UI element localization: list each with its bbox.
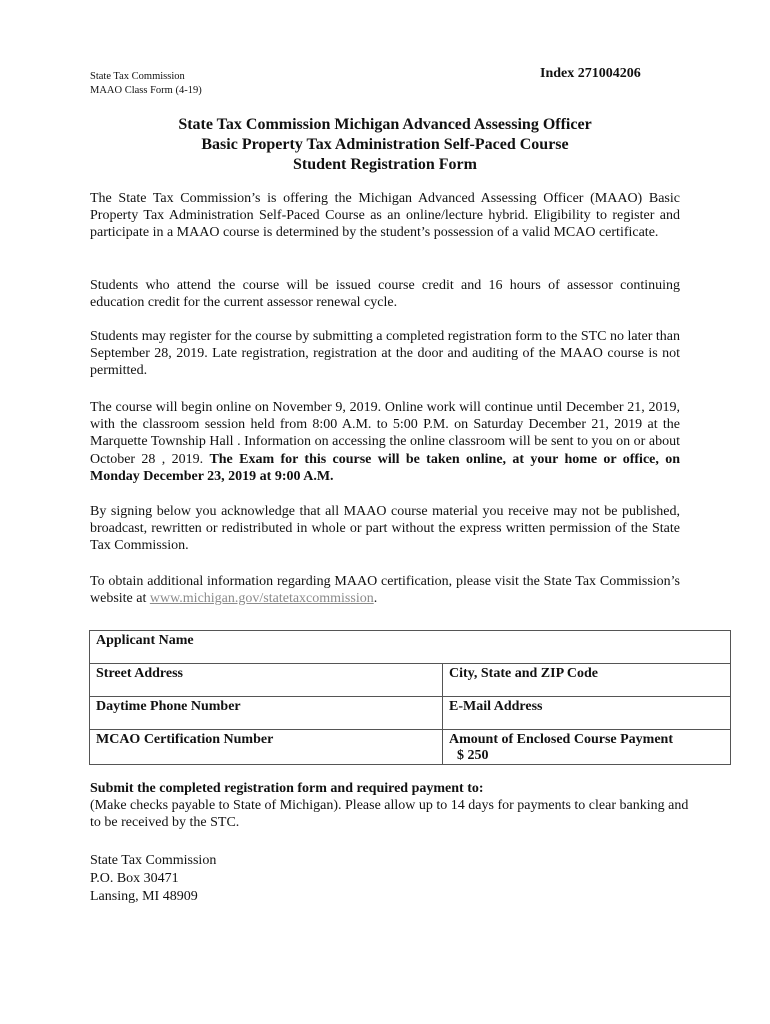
document-title <box>90 115 680 175</box>
paragraph-registration-text: Students may register for the course by submitting a completed registration form to the STC no later than September 28, 2019. Late registration, registration at the door and auditing of the MAAO course is not permitted. <box>90 329 680 379</box>
form-row-contact <box>90 697 731 730</box>
form-row-address <box>90 664 731 697</box>
info-text: To obtain additional information regarding MAAO certification, please visit the State Tax Commission’s website at <box>90 574 680 607</box>
info-text-end: . <box>373 591 378 607</box>
address-line-3: Lansing, MI 48909 <box>90 889 198 904</box>
mcao-number-field[interactable] <box>90 730 443 765</box>
form-row-certification <box>90 730 731 765</box>
registration-form-table <box>89 630 731 765</box>
applicant-name-label: Applicant Name <box>96 633 194 648</box>
schedule-text: The course will begin online on November 9, 2019. Online work will continue until December 21, 2019, with the classroom session held from 8:00 A.M. to 5:00 P.M. on Saturday December 21, 2019 at the Marquette Township Hall . Information on accessing the online classroom will be sent to you on or about October 28 , 2019. <box>90 400 680 467</box>
paragraph-credit <box>90 277 680 311</box>
street-address-label: Street Address <box>96 666 183 681</box>
website-link[interactable]: www.michigan.gov/statetaxcommission <box>149 591 374 607</box>
applicant-name-field[interactable] <box>90 631 731 664</box>
title-line-1: State Tax Commission Michigan Advanced Assessing Officer <box>178 116 592 133</box>
paragraph-schedule-text <box>90 399 680 485</box>
header-index: Index 271004206 <box>540 66 641 81</box>
header-org: State Tax Commission <box>90 71 185 82</box>
payment-amount-label: Amount of Enclosed Course Payment <box>449 732 673 747</box>
street-address-field[interactable] <box>90 664 443 697</box>
paragraph-registration <box>90 328 680 380</box>
paragraph-acknowledgement-text: By signing below you acknowledge that all MAAO course material you receive may not be published, broadcast, rewritten or redistributed in whole or part without the express written permission of the State Tax Commission. <box>90 504 680 554</box>
submit-instructions <box>90 780 690 831</box>
city-state-zip-label: City, State and ZIP Code <box>449 666 598 681</box>
daytime-phone-label: Daytime Phone Number <box>96 699 241 714</box>
address-line-2: P.O. Box 30471 <box>90 871 179 886</box>
paragraph-acknowledgement <box>90 503 680 555</box>
header-form-number: MAAO Class Form (4-19) <box>90 85 202 96</box>
paragraph-intro <box>90 190 680 242</box>
submit-heading: Submit the completed registration form and required payment to: <box>90 781 484 796</box>
mcao-number-label: MCAO Certification Number <box>96 732 274 747</box>
header-left <box>90 70 202 98</box>
address-line-1: State Tax Commission <box>90 853 217 868</box>
paragraph-info <box>90 573 680 607</box>
paragraph-schedule <box>90 399 680 485</box>
paragraph-credit-text: Students who attend the course will be issued course credit and 16 hours of assessor continuing education credit for the current assessor renewal cycle. <box>90 278 680 311</box>
paragraph-info-text <box>90 573 680 607</box>
email-field[interactable] <box>443 697 731 730</box>
form-row-name <box>90 631 731 664</box>
exam-notice: The Exam for this course will be taken online, at your home or office, on Monday December 23, 2019 at 9:00 A.M. <box>90 451 680 484</box>
mailing-address <box>90 852 216 906</box>
submit-note: (Make checks payable to State of Michigan). Please allow up to 14 days for payments to clear banking and to be received by the STC. <box>90 798 689 830</box>
payment-amount-field[interactable] <box>443 730 731 765</box>
title-line-3: Student Registration Form <box>293 156 477 173</box>
daytime-phone-field[interactable] <box>90 697 443 730</box>
title-line-2: Basic Property Tax Administration Self-Paced Course <box>201 136 569 153</box>
paragraph-intro-text: The State Tax Commission’s is offering the Michigan Advanced Assessing Officer (MAAO) Basic Property Tax Administration Self-Paced Course as an online/lecture hybrid. Eligibility to register and participate in a MAAO course is determined by the student’s possession of a valid MCAO certificate. <box>90 191 680 241</box>
city-state-zip-field[interactable] <box>443 664 731 697</box>
payment-amount-value: $ 250 <box>457 748 489 763</box>
email-label: E-Mail Address <box>449 699 543 714</box>
